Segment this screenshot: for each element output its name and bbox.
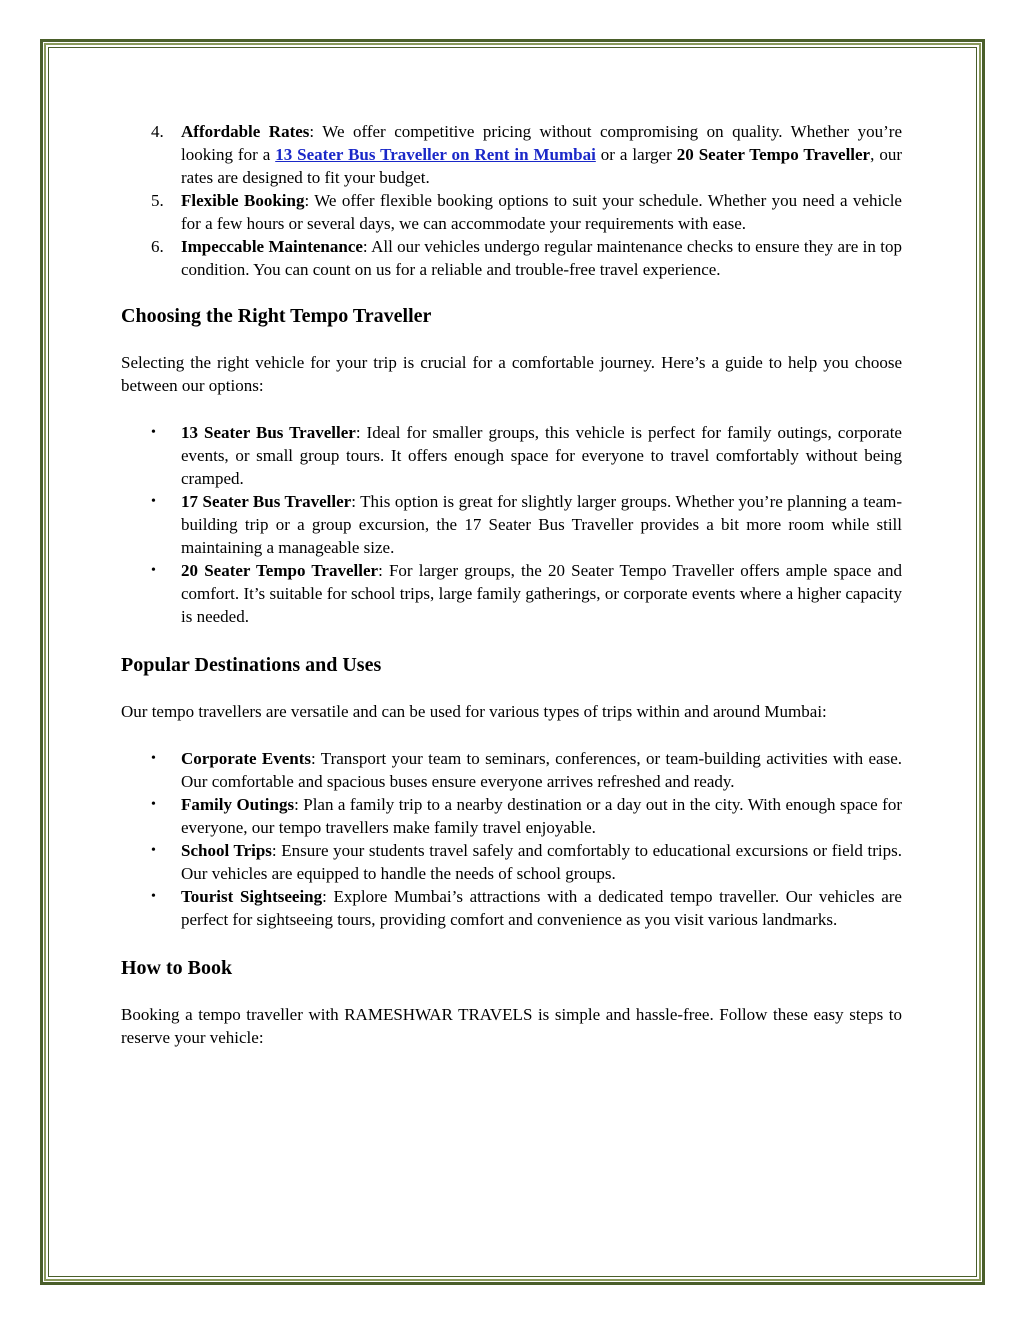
item-text: : Ensure your students travel safely and comfortably to educational excursions or field trips. Our vehicles are equipped to handle the needs of school groups. — [181, 841, 902, 883]
bullet-icon: • — [151, 889, 156, 904]
bus-rent-mumbai-link[interactable]: 13 Seater Bus Traveller on Rent in Mumbai — [275, 145, 596, 164]
list-item-corporate-events — [121, 747, 902, 793]
item-bold-text: 20 Seater Tempo Traveller — [676, 145, 871, 164]
list-item-family-outings — [121, 793, 902, 839]
item-text: , our rates are designed to fit your budget. — [181, 145, 902, 187]
bullet-icon: • — [151, 797, 156, 812]
paragraph-choosing-intro: Selecting the right vehicle for your trip is crucial for a comfortable journey. Here’s a guide to help you choose between our options: — [121, 353, 902, 395]
bullet-icon: • — [151, 425, 156, 440]
item-title: Affordable Rates — [181, 122, 310, 141]
heading-how-to-book: How to Book — [121, 957, 233, 979]
list-item-impeccable-maintenance — [121, 235, 902, 281]
bullet-icon: • — [151, 843, 156, 858]
paragraph-book-intro: Booking a tempo traveller with RAMESHWAR TRAVELS is simple and hassle-free. Follow these easy steps to reserve your vehicle: — [121, 1005, 902, 1047]
item-text: : We offer flexible booking options to suit your schedule. Whether you need a vehicle for a few hours or several days, we can accommodate your requirements with ease. — [181, 191, 902, 233]
list-item-13-seater — [121, 421, 902, 490]
heading-destinations: Popular Destinations and Uses — [121, 654, 382, 676]
heading-choosing: Choosing the Right Tempo Traveller — [121, 305, 432, 327]
bullet-list-uses — [121, 747, 902, 931]
item-text: : For larger groups, the 20 Seater Tempo Traveller offers ample space and comfort. It’s suitable for school trips, large family gatherings, or corporate events where a higher capacity is needed. — [181, 561, 903, 626]
item-title: Flexible Booking — [181, 191, 305, 210]
item-text: or a larger — [595, 145, 677, 164]
bullet-icon: • — [151, 751, 156, 766]
item-title: School Trips — [181, 841, 272, 860]
list-number: 4. — [151, 122, 164, 141]
item-title: 20 Seater Tempo Traveller — [181, 561, 379, 580]
list-item-tourist-sightseeing — [121, 885, 902, 931]
numbered-list — [121, 120, 902, 281]
bullet-icon: • — [151, 494, 156, 509]
list-item-flexible-booking — [121, 189, 902, 235]
paragraph-destinations-intro: Our tempo travellers are versatile and can be used for various types of trips within and around Mumbai: — [121, 702, 827, 721]
bullet-list-vehicles — [121, 421, 902, 628]
item-text: : We offer competitive pricing without compromising on quality. Whether you’re looking for a — [181, 122, 903, 164]
item-text: : Transport your team to seminars, conferences, or team-building activities with ease. Our comfortable and spacious buses ensure everyone arrives refreshed and ready. — [181, 749, 903, 791]
item-text: : This option is great for slightly larger groups. Whether you’re planning a team-building trip or a group excursion, the 17 Seater Bus Traveller provides a bit more room while still maintaining a manageable size. — [181, 492, 902, 557]
item-title: 17 Seater Bus Traveller — [181, 492, 352, 511]
item-text: : Ideal for smaller groups, this vehicle is perfect for family outings, corporate events, or small group tours. It offers enough space for everyone to travel comfortably without being cramped. — [181, 423, 902, 488]
document-body — [121, 120, 902, 1049]
list-number: 5. — [151, 191, 164, 210]
item-text: : Explore Mumbai’s attractions with a dedicated tempo traveller. Our vehicles are perfect for sightseeing tours, providing comfort and convenience as you visit various landmarks. — [181, 887, 902, 929]
item-title: Tourist Sightseeing — [181, 887, 323, 906]
list-item-17-seater — [121, 490, 902, 559]
item-text: : Plan a family trip to a nearby destination or a day out in the city. With enough space for everyone, our tempo travellers make family travel enjoyable. — [181, 795, 902, 837]
list-item-school-trips — [121, 839, 902, 885]
item-title: 13 Seater Bus Traveller — [181, 423, 356, 442]
item-title: Impeccable Maintenance — [181, 237, 363, 256]
list-item-20-seater — [121, 559, 902, 628]
item-text: : All our vehicles undergo regular maintenance checks to ensure they are in top condition. You can count on us for a reliable and trouble-free travel experience. — [181, 237, 902, 279]
item-title: Corporate Events — [181, 749, 312, 768]
item-title: Family Outings — [181, 795, 295, 814]
list-number: 6. — [151, 237, 164, 256]
list-item-affordable-rates — [121, 120, 902, 189]
bullet-icon: • — [151, 563, 156, 578]
